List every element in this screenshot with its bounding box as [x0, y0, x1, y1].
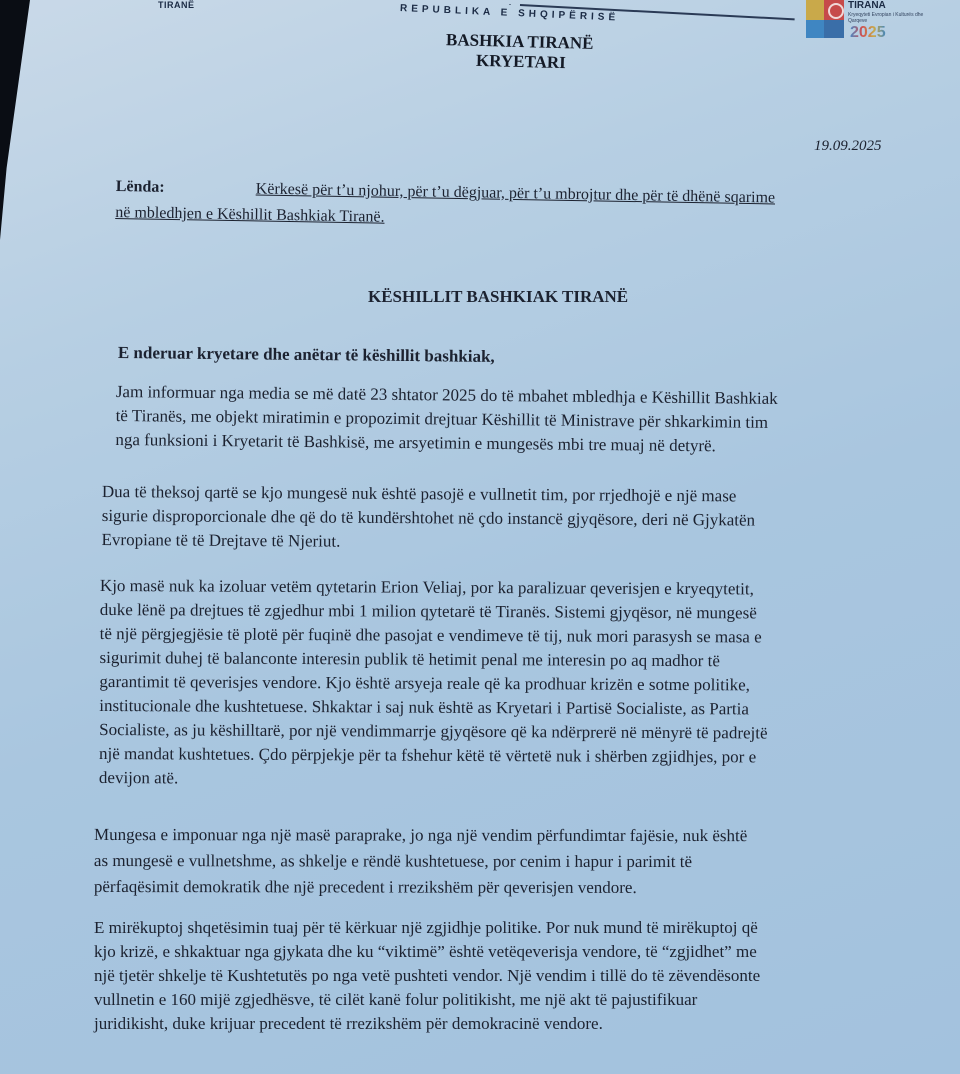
- paragraph-2: [101, 480, 960, 558]
- logo-tile-spiral-icon: [824, 0, 844, 20]
- text-line: juridikisht, duke krijuar precedent të rrezikshëm për demokracinë vendore.: [94, 1014, 603, 1033]
- text-line: Kjo masë nuk ka izoluar vetëm qytetarin Erion Veliaj, por ka paralizuar qeverisjen e kryeqytetit,: [99, 576, 754, 599]
- text-line: nga funksioni i Kryetarit të Bashkisë, me arsyetimin e mungesës mbi tre muaj në detyrë.: [115, 429, 716, 456]
- text-line: Jam informuar nga media se më datë 23 shtator 2025 do të mbahet mbledhja e Këshillit Bashkiak: [115, 381, 778, 408]
- addressee-heading: KËSHILLIT BASHKIAK TIRANË: [368, 287, 629, 306]
- paragraph-4: [94, 822, 954, 902]
- text-line: institucionale dhe kushtetuese. Shkaktar i saj nuk është as Kryetari i Partisë Socialiste, as Partia: [99, 695, 749, 719]
- salutation: E nderuar kryetare dhe anëtar të këshillit bashkiak,: [117, 343, 495, 366]
- text-line: devijon atë.: [98, 767, 179, 788]
- letterhead-left-label: TIRANË: [158, 0, 195, 10]
- text-line: Socialiste, as ju këshilltarë, por një vendimmarrje gjyqësore që ka ndërprerë në mënyrë të padrejtë: [99, 719, 768, 743]
- subject-label: Lënda:: [115, 177, 165, 196]
- text-line: të Tiranës, me objekt miratimin e propozimit drejtuar Këshillit të Ministrave për shkarkimin tim: [115, 405, 769, 432]
- text-line: Mungesa e imponuar nga një masë paraprake, jo nga një vendim përfundimtar fajësie, nuk është: [93, 825, 748, 846]
- text-line: një mandat kushtetues. Çdo përpjekje për ta fshehur këtë të vërtetë nuk i shërben zgjidhjes, por e: [99, 743, 757, 767]
- logo-tile-tower-icon: [806, 0, 824, 20]
- text-line: kjo krizë, e shkaktuar nga gjykata dhe ku “viktimë” është vetëqeverisja vendore, të “zgjidhet” me: [94, 942, 757, 961]
- paragraph-1: [115, 380, 956, 461]
- letterhead-office: KRYETARI: [475, 50, 567, 73]
- text-line: garantimit të qeverisjes vendore. Kjo është arsyeja reale që ka prodhuar krizën e sotme politike,: [99, 671, 750, 695]
- logo-year: 2025: [850, 24, 886, 41]
- letterhead-republic: REPUBLIKA E SHQIPËRISË: [399, 3, 620, 24]
- text-line: as mungesë e vullnetshme, as shkelje e rëndë kushtetuese, por cenim i hapur i parimit të: [93, 850, 693, 872]
- text-line: Dua të theksoj qartë se kjo mungesë nuk është pasojë e vullnetit tim, por rrjedhojë e një mase: [101, 481, 737, 506]
- text-line: përfaqësimit demokratik dhe një precedent i rrezikshëm për qeverisjen vendore.: [93, 876, 637, 897]
- text-line: sigurie disproporcionale dhe që do të kundërshtohet në çdo instancë gjyqësore, deri në Gjykatën: [101, 505, 756, 530]
- logo-tile-dots-icon: [806, 20, 824, 38]
- subject-line-2: në mbledhjen e Këshillit Bashkiak Tiranë.: [115, 203, 385, 226]
- text-line: E mirëkuptoj shqetësimin tuaj për të kërkuar një zgjidhje politike. Por nuk mund të mirëkuptoj që: [94, 918, 758, 937]
- tirana-2025-logo: [806, 0, 946, 44]
- logo-name: TIRANA: [848, 0, 886, 11]
- text-line: një tjetër shkelje të Kushtetutës po nga vetë pushteti vendor. Një vendim i tillë do të zëvendësonte: [94, 966, 761, 985]
- logo-subtitle: Kryeqyteti Evropian i Kulturës dhe Qarqeve: [848, 12, 924, 24]
- paragraph-3: [99, 574, 960, 794]
- letterhead-institution: BASHKIA TIRANË: [445, 30, 594, 53]
- text-line: sigurimit duhej të balanconte interesin publik të hetimit penal me interesin po aq madhor të: [99, 647, 720, 671]
- text-line: duke lënë pa drejtues të zgjedhur mbi 1 milion qytetarë të Tiranës. Sistemi gjyqësor, në mungesë: [99, 599, 757, 623]
- text-line: Evropiane të të Drejtave të Njeriut.: [101, 529, 341, 551]
- text-line: të një përgjegjësie të plotë për fuqinë dhe pasojat e vendimeve të tij, nuk mori parasysh se masa e: [99, 623, 762, 647]
- subject-block: [115, 174, 916, 240]
- subject-line-1: Kërkesë për t’u njohur, për t’u dëgjuar, për t’u mbrojtur dhe për të dhënë sqarime: [255, 180, 776, 207]
- logo-tile-waves-icon: [824, 20, 844, 38]
- letter-date: 19.09.2025: [814, 138, 882, 154]
- paragraph-5: [94, 916, 954, 1036]
- text-line: vullnetin e 160 mijë zgjedhësve, të cilët kanë folur politikisht, me një akt të pajustifikuar: [94, 990, 698, 1009]
